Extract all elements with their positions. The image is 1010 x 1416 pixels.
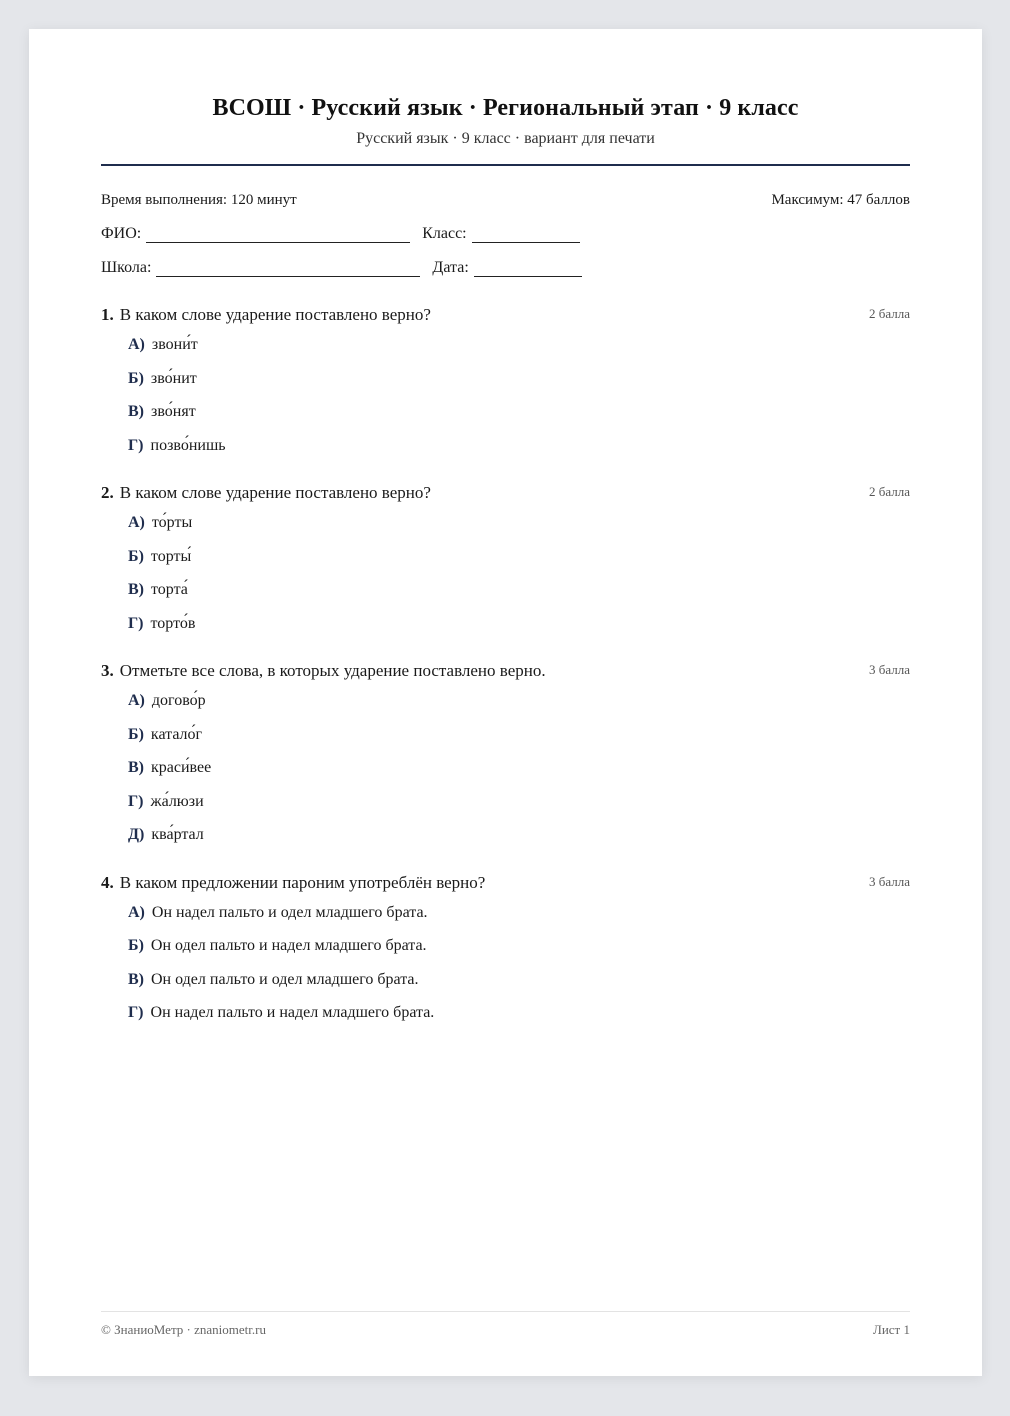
answer-option[interactable] xyxy=(128,756,910,790)
answer-option[interactable] xyxy=(128,367,910,401)
page-footer xyxy=(101,1311,910,1338)
option-letter: В) xyxy=(128,759,144,776)
question-points: 3 балла xyxy=(869,662,910,677)
option-letter: А) xyxy=(128,336,145,353)
option-text: жа́люзи xyxy=(150,792,204,810)
answer-option[interactable] xyxy=(128,333,910,367)
document-title: ВСОШ · Русский язык · Региональный этап · 9 класс xyxy=(212,95,799,121)
school-blank[interactable] xyxy=(156,261,420,277)
date-blank[interactable] xyxy=(474,261,582,277)
answer-option[interactable] xyxy=(128,612,910,646)
class-blank[interactable] xyxy=(472,227,580,243)
option-letter: В) xyxy=(128,970,144,988)
option-letter: В) xyxy=(128,581,144,598)
question-text xyxy=(101,305,431,325)
question-3 xyxy=(101,661,910,857)
option-text: Он одел пальто и одел младшего брата. xyxy=(151,970,419,988)
option-letter: Б) xyxy=(128,937,144,954)
option-text: Он надел пальто и одел младшего брата. xyxy=(151,903,428,921)
school-label: Школа: xyxy=(101,259,152,276)
paper-sheet xyxy=(29,29,982,1376)
answer-option[interactable] xyxy=(128,545,910,579)
question-prompt: Отметьте все слова, в которых ударение поставлено верно. xyxy=(119,661,546,680)
answer-options xyxy=(128,901,910,1035)
question-text xyxy=(101,661,546,681)
option-letter: А) xyxy=(128,903,145,921)
option-text: то́рты xyxy=(151,514,193,531)
question-header xyxy=(101,873,910,893)
footer-sheet-number: Лист 1 xyxy=(873,1322,910,1337)
answer-option[interactable] xyxy=(128,790,910,824)
school-date-row xyxy=(101,257,910,277)
question-1 xyxy=(101,305,910,467)
option-text: позво́нишь xyxy=(150,436,226,454)
answer-options xyxy=(128,511,910,645)
question-points: 2 балла xyxy=(869,484,910,499)
time-limit: Время выполнения: 120 минут xyxy=(101,192,297,208)
question-header xyxy=(101,661,910,681)
question-number: 1. xyxy=(101,305,114,324)
option-letter: Б) xyxy=(128,369,144,387)
question-text xyxy=(101,873,485,893)
option-text: торта́ xyxy=(151,581,188,598)
option-text: торто́в xyxy=(150,614,196,632)
date-label: Дата: xyxy=(432,259,469,276)
answer-option[interactable] xyxy=(128,901,910,935)
option-text: Он надел пальто и надел младшего брата. xyxy=(150,1004,435,1021)
option-text: звони́т xyxy=(151,336,198,353)
answer-option[interactable] xyxy=(128,723,910,757)
option-letter: А) xyxy=(128,514,145,531)
question-4 xyxy=(101,873,910,1035)
option-letter: Б) xyxy=(128,547,144,565)
answer-option[interactable] xyxy=(128,934,910,968)
question-number: 4. xyxy=(101,872,114,892)
option-text: торты́ xyxy=(150,547,192,565)
option-text: катало́г xyxy=(150,725,203,743)
option-letter: А) xyxy=(128,692,145,709)
question-list xyxy=(101,305,910,1035)
exam-meta xyxy=(101,192,910,209)
question-points: 3 балла xyxy=(869,873,910,889)
max-score: Максимум: 47 баллов xyxy=(771,192,910,208)
answer-option[interactable] xyxy=(128,689,910,723)
option-letter: Б) xyxy=(128,725,144,743)
question-prompt: В каком предложении пароним употреблён верно? xyxy=(119,872,486,892)
fio-label: ФИО: xyxy=(101,225,142,242)
option-letter: В) xyxy=(128,403,144,420)
question-prompt: В каком слове ударение поставлено верно? xyxy=(119,305,431,324)
option-letter: Г) xyxy=(128,792,144,810)
answer-option[interactable] xyxy=(128,434,910,468)
option-letter: Г) xyxy=(128,1004,144,1021)
answer-option[interactable] xyxy=(128,511,910,545)
question-header xyxy=(101,483,910,503)
question-number: 2. xyxy=(101,483,114,502)
answer-option[interactable] xyxy=(128,1001,910,1035)
fio-class-row xyxy=(101,223,910,243)
answer-option[interactable] xyxy=(128,400,910,434)
option-text: зво́нит xyxy=(150,369,197,387)
sheet-content xyxy=(101,29,910,1051)
footer-copyright: © ЗнаниоМетр · znaniometr.ru xyxy=(101,1322,266,1337)
answer-options xyxy=(128,689,910,857)
fio-blank[interactable] xyxy=(146,227,410,243)
option-text: краси́вее xyxy=(151,759,212,776)
option-letter: Г) xyxy=(128,436,144,454)
question-number: 3. xyxy=(101,661,114,680)
answer-options xyxy=(128,333,910,467)
answer-option[interactable] xyxy=(128,578,910,612)
question-text xyxy=(101,483,431,503)
header-divider xyxy=(101,164,910,166)
option-text: догово́р xyxy=(151,692,206,709)
question-header xyxy=(101,305,910,325)
question-prompt: В каком слове ударение поставлено верно? xyxy=(119,483,431,502)
document-header xyxy=(101,29,910,166)
option-text: зво́нят xyxy=(151,403,196,420)
answer-option[interactable] xyxy=(128,968,910,1002)
class-label: Класс: xyxy=(422,225,467,242)
document-subtitle: Русский язык · 9 класс · вариант для печати xyxy=(356,130,655,147)
option-letter: Г) xyxy=(128,614,144,632)
option-letter: Д) xyxy=(128,826,145,843)
option-text: Он одел пальто и надел младшего брата. xyxy=(150,937,427,954)
option-text: ква́ртал xyxy=(151,826,204,843)
question-2 xyxy=(101,483,910,645)
question-points: 2 балла xyxy=(869,306,910,321)
answer-option[interactable] xyxy=(128,823,910,857)
